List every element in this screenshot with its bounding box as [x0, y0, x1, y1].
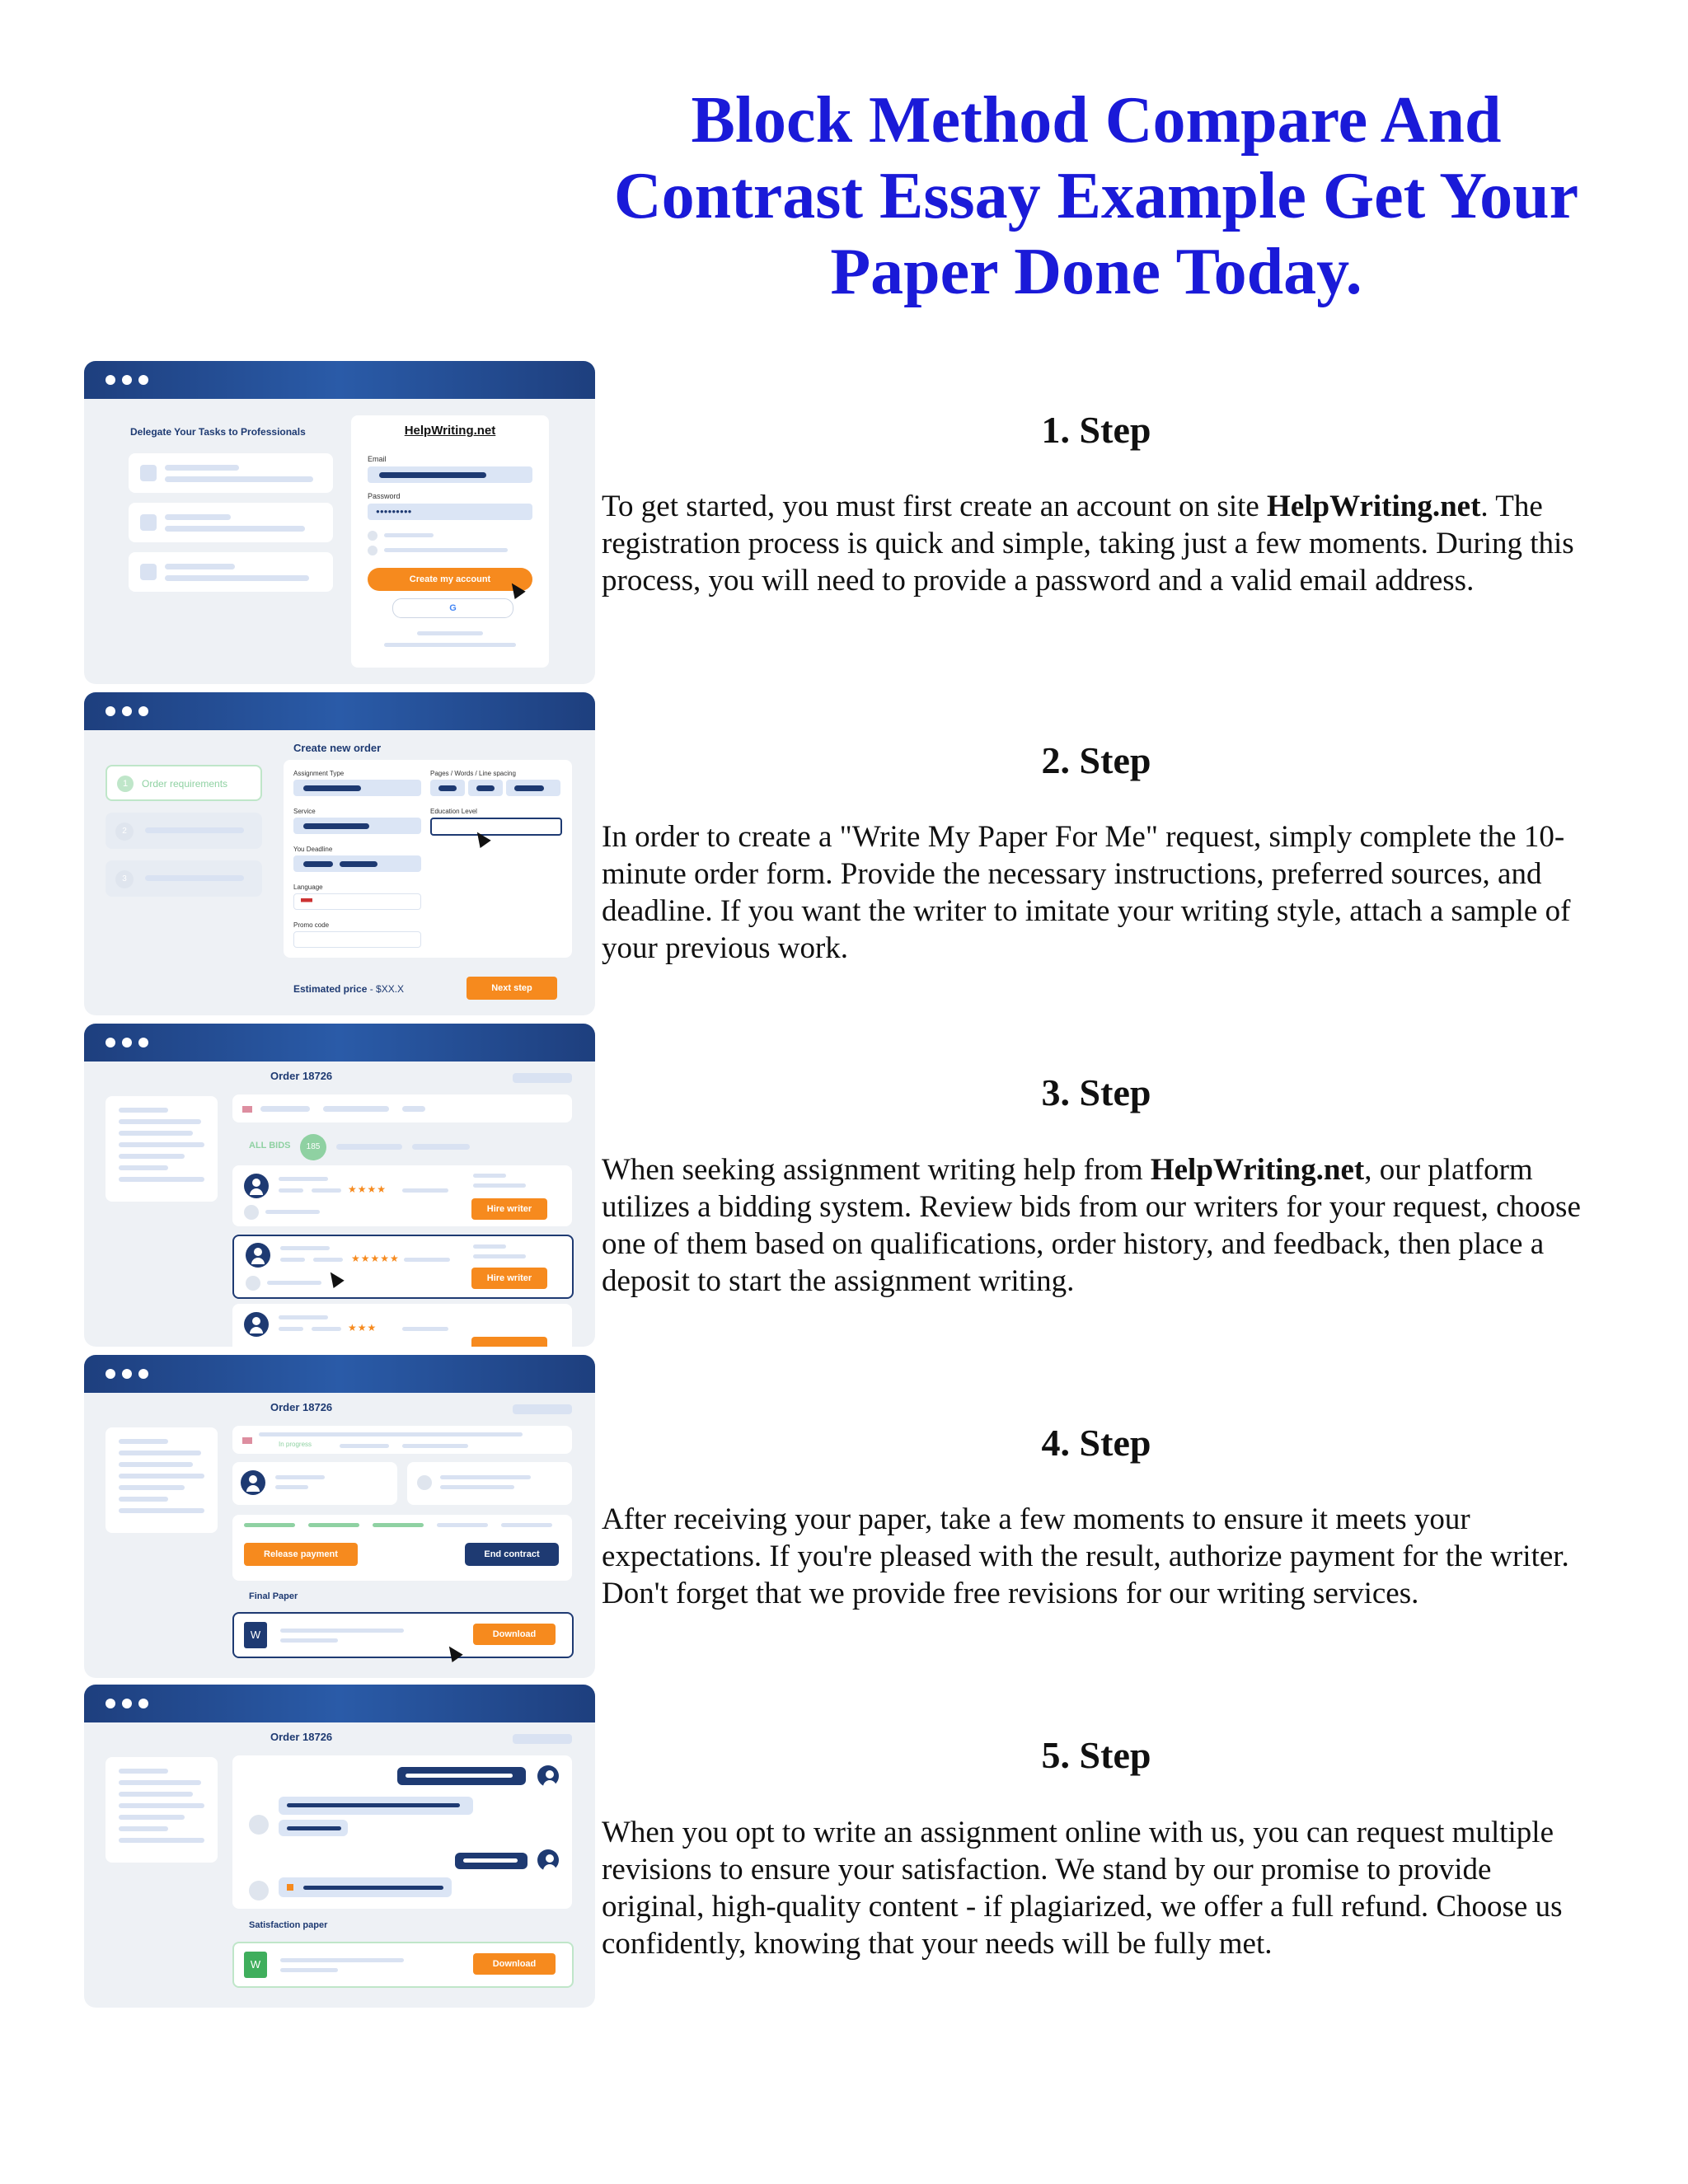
- rating-stars: ★★★: [348, 1322, 377, 1333]
- password-label: Password: [368, 492, 401, 500]
- release-payment-button[interactable]: Release payment: [244, 1543, 358, 1566]
- pages-label: Pages / Words / Line spacing: [430, 770, 516, 777]
- writer-card: [407, 1462, 572, 1505]
- service-select[interactable]: [293, 818, 421, 834]
- sidebar-menu: [106, 1757, 218, 1863]
- writer-avatar: [241, 1470, 265, 1495]
- final-paper-label: Final Paper: [249, 1591, 298, 1601]
- step-label: Order requirements: [142, 778, 228, 790]
- sidebar-menu: [106, 1427, 218, 1533]
- rating-stars: ★★★★: [348, 1183, 387, 1195]
- hire-writer-button[interactable]: [471, 1337, 547, 1347]
- bid-card: [232, 1304, 572, 1347]
- signup-form: [351, 415, 549, 668]
- order-form-mockup: [84, 692, 595, 1015]
- spacing-field[interactable]: [506, 780, 560, 796]
- order-summary: [232, 1094, 572, 1122]
- revisions-mockup: [84, 1685, 595, 2008]
- order-summary: [232, 1426, 572, 1454]
- bid-card: [232, 1165, 572, 1226]
- step-3-tab[interactable]: 3: [106, 860, 262, 897]
- step-1-heading: 1. Step: [1041, 409, 1151, 451]
- satisfaction-label: Satisfaction paper: [249, 1920, 328, 1930]
- order-number: Order 18726: [270, 1401, 333, 1413]
- chat-panel: [232, 1755, 572, 1909]
- user-avatar: [537, 1765, 559, 1787]
- end-contract-button[interactable]: End contract: [465, 1543, 559, 1566]
- language-select[interactable]: [293, 893, 421, 910]
- step-3-heading: 3. Step: [1041, 1071, 1151, 1113]
- feature-card: [129, 552, 333, 592]
- window-titlebar: [84, 1355, 595, 1393]
- hire-writer-button[interactable]: Hire writer: [471, 1268, 547, 1289]
- satisfaction-paper-file: [232, 1942, 574, 1988]
- language-label: Language: [293, 883, 323, 891]
- password-field[interactable]: ●●●●●●●●●: [368, 504, 532, 520]
- writer-avatar: [246, 1243, 270, 1268]
- site-logo: HelpWriting.net: [404, 424, 496, 438]
- step-5-text: When you opt to write an assignment online with us, you can request multiple revisions to ensure your satisfaction. We stand by our promise to provide original, high-quality content - if plagiarized, we offer a full refund. Choose us confidently, knowing that your needs will be fully met.: [602, 1816, 1563, 1961]
- window-titlebar: [84, 1685, 595, 1722]
- education-label: Education Level: [430, 808, 477, 815]
- flag-icon: [301, 898, 312, 906]
- step-2-text: In order to create a "Write My Paper For Me" request, simply complete the 10-minute order form. Provide the necessary instructions, preferred sources, and deadline. If you want the writer to imitate your writing style, attach a sample of your previous work.: [602, 820, 1571, 965]
- order-number: Order 18726: [270, 1070, 333, 1082]
- download-button[interactable]: Download: [473, 1624, 556, 1645]
- site-name: HelpWriting.net: [1150, 1153, 1365, 1187]
- all-bids-label: ALL BIDS: [249, 1141, 291, 1151]
- writer-card: [232, 1462, 397, 1505]
- bid-card-selected: [232, 1235, 574, 1299]
- form-heading: Create new order: [293, 742, 382, 754]
- promo-code-input[interactable]: [293, 931, 421, 948]
- order-number: Order 18726: [270, 1731, 333, 1743]
- google-signin-button[interactable]: G: [392, 598, 513, 618]
- window-titlebar: [84, 692, 595, 730]
- download-button[interactable]: Download: [473, 1953, 556, 1975]
- step-1-text: To get started, you must first create an account on site HelpWriting.net. The registration process is quick and simple, taking just a few moments. During this process, you will need to provide a password and a valid email address.: [602, 490, 1574, 598]
- next-step-button[interactable]: Next step: [467, 977, 557, 1000]
- document-icon: W: [244, 1952, 267, 1978]
- payment-mockup: [84, 1355, 595, 1678]
- delegate-heading: Delegate Your Tasks to Professionals: [130, 426, 306, 438]
- promo-label: Promo code: [293, 921, 330, 929]
- create-account-button[interactable]: Create my account: [368, 568, 532, 591]
- rating-stars: ★★★★★: [351, 1253, 400, 1264]
- step-3-text: When seeking assignment writing help from HelpWriting.net, our platform utilizes a bidding system. Review bids from our writers for your request, choose one of them based on qualifications, order history, and feedback, then place a deposit to start the assignment writing.: [602, 1153, 1581, 1298]
- step-2-heading: 2. Step: [1041, 739, 1151, 781]
- bids-count-badge: 185: [300, 1134, 326, 1160]
- step-2-tab[interactable]: 2: [106, 813, 262, 849]
- chat-message-sent: [455, 1853, 528, 1869]
- feature-card: [129, 503, 333, 542]
- sidebar-menu: [106, 1096, 218, 1202]
- assignment-type-label: Assignment Type: [293, 770, 345, 777]
- bids-mockup: [84, 1024, 595, 1347]
- page-title: Block Method Compare And Contrast Essay Example Get Your Paper Done Today.: [613, 84, 1579, 308]
- writer-avatar: [244, 1174, 269, 1198]
- chat-message-received: [279, 1877, 452, 1897]
- chat-message-received: [279, 1820, 348, 1836]
- estimated-price: Estimated price - $XX.X: [293, 983, 405, 995]
- window-titlebar: [84, 361, 595, 399]
- order-form: [284, 760, 572, 958]
- step-4-heading: 4. Step: [1041, 1422, 1151, 1464]
- feature-card: [129, 453, 333, 493]
- user-avatar: [537, 1849, 559, 1871]
- deadline-field[interactable]: [293, 855, 421, 872]
- registration-mockup: [84, 361, 595, 684]
- service-label: Service: [293, 808, 316, 815]
- words-field[interactable]: [468, 780, 503, 796]
- chat-message-received: [279, 1797, 473, 1815]
- deadline-label: You Deadline: [293, 846, 333, 853]
- final-paper-file: [232, 1612, 574, 1658]
- hire-writer-button[interactable]: Hire writer: [471, 1198, 547, 1220]
- status-badge: In progress: [279, 1441, 312, 1448]
- pages-field[interactable]: [430, 780, 465, 796]
- document-icon: W: [244, 1622, 267, 1648]
- site-name: HelpWriting.net: [1267, 490, 1481, 523]
- email-label: Email: [368, 455, 387, 463]
- writer-avatar: [244, 1312, 269, 1337]
- step-order-requirements[interactable]: [106, 765, 262, 801]
- payment-panel: [232, 1515, 572, 1581]
- step-number: 1: [117, 776, 134, 792]
- assignment-type-select[interactable]: [293, 780, 421, 796]
- email-field[interactable]: [368, 466, 532, 483]
- education-level-select[interactable]: [430, 818, 562, 836]
- window-titlebar: [84, 1024, 595, 1062]
- chat-message-sent: [397, 1767, 526, 1785]
- step-5-heading: 5. Step: [1041, 1734, 1151, 1776]
- terms-checkbox[interactable]: [368, 546, 377, 555]
- step-4-text: After receiving your paper, take a few moments to ensure it meets your expectations. If you're pleased with the result, authorize payment for the writer. Don't forget that we provide free revisions for our writing services.: [602, 1502, 1569, 1610]
- remember-checkbox[interactable]: [368, 531, 377, 541]
